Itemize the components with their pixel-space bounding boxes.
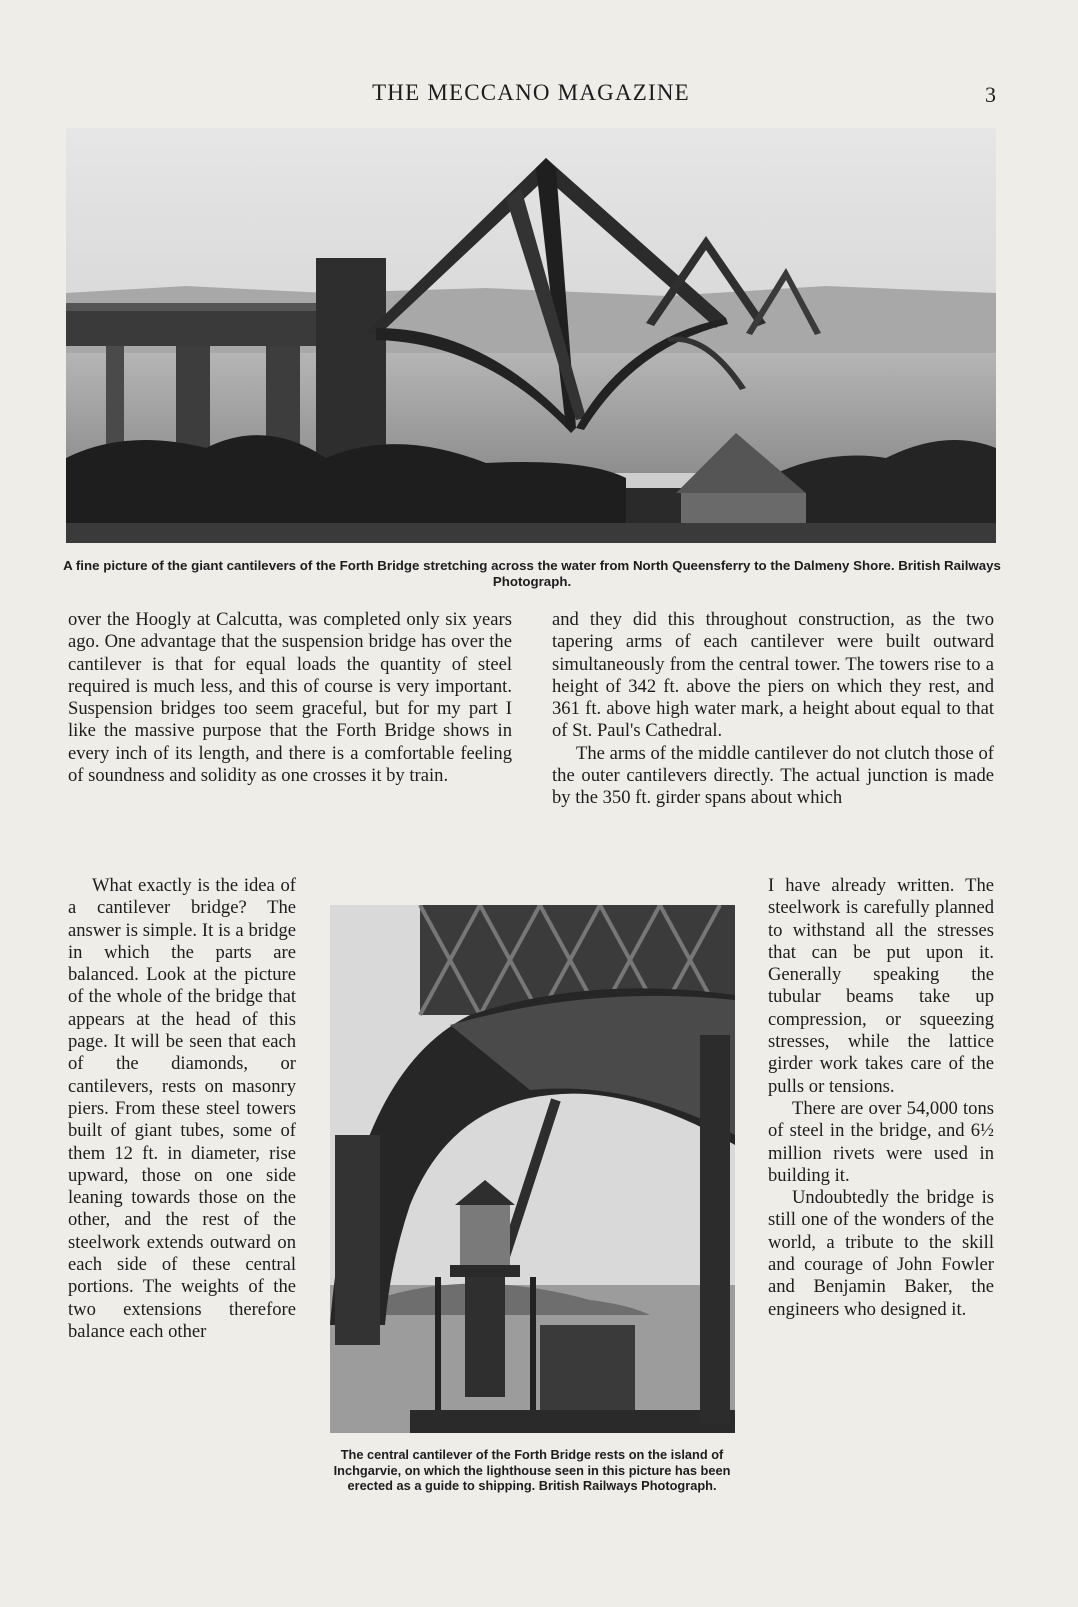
central-cantilever-lighthouse-photo	[330, 905, 735, 1433]
article-left-column-bottom	[68, 875, 296, 1343]
top-photo-caption: A fine picture of the giant cantilevers of the Forth Bridge stretching across the water from North Queensferry to the Dalmeny Shore. British Railways Photograph.	[63, 558, 1001, 589]
paragraph: There are over 54,000 tons of steel in the bridge, and 6½ million rivets were used in building it.	[768, 1097, 994, 1186]
magazine-title: THE MECCANO MAGAZINE	[372, 80, 690, 105]
paragraph: The arms of the middle cantilever do not clutch those of the outer cantilevers directly. The actual junction is made by the 350 ft. girder spans about which	[552, 742, 994, 809]
paragraph: I have already written. The steelwork is carefully planned to withstand all the stresses that can be put upon it. Generally speaking the tubular beams take up compression, or squeezing stresses, while the lattice girder work takes care of the pulls or tensions.	[768, 875, 994, 1097]
paragraph: over the Hoogly at Calcutta, was completed only six years ago. One advantage that the suspension bridge has over the cantilever is that for equal loads the quantity of steel required is much less, and this of course is very important. Suspension bridges too seem graceful, but for my part I like the massive purpose that the Forth Bridge shows in every inch of its length, and there is a comfortable feeling of soundness and solidity as one crosses it by train.	[68, 609, 512, 787]
forth-bridge-panorama-photo	[66, 128, 996, 543]
paragraph: Undoubtedly the bridge is still one of the wonders of the world, a tribute to the skill and courage of John Fowler and Benjamin Baker, the engineers who designed it.	[768, 1187, 994, 1320]
paragraph: What exactly is the idea of a cantilever bridge? The answer is simple. It is a bridge in which the parts are balanced. Look at the picture of the whole of the bridge that appears at the head of this page. It will be seen that each of the diamonds, or cantilevers, rests on masonry piers. From these steel towers built of giant tubes, some of them 12 ft. in diameter, rise upward, those on one side leaning towards those on the other, and the rest of the steelwork extends outward on each side of these central portions. The weights of the two extensions therefore balance each other	[68, 875, 296, 1342]
paragraph: and they did this throughout construction, as the two tapering arms of each cantilever were built outward simultaneously from the central tower. The towers rise to a height of 342 ft. above the piers on which they rest, and 361 ft. above high water mark, a height about equal to that of St. Paul's Cathedral.	[552, 609, 994, 742]
article-left-column-top	[68, 609, 512, 787]
page-header	[66, 80, 996, 110]
mid-photo-caption: The central cantilever of the Forth Bridge rests on the island of Inchgarvie, on which the lighthouse seen in this picture has been erected as a guide to shipping. British Railways Photograph.	[333, 1447, 731, 1493]
article-right-column-top	[552, 609, 994, 810]
article-right-column-bottom	[768, 875, 994, 1321]
page-number: 3	[985, 82, 996, 107]
